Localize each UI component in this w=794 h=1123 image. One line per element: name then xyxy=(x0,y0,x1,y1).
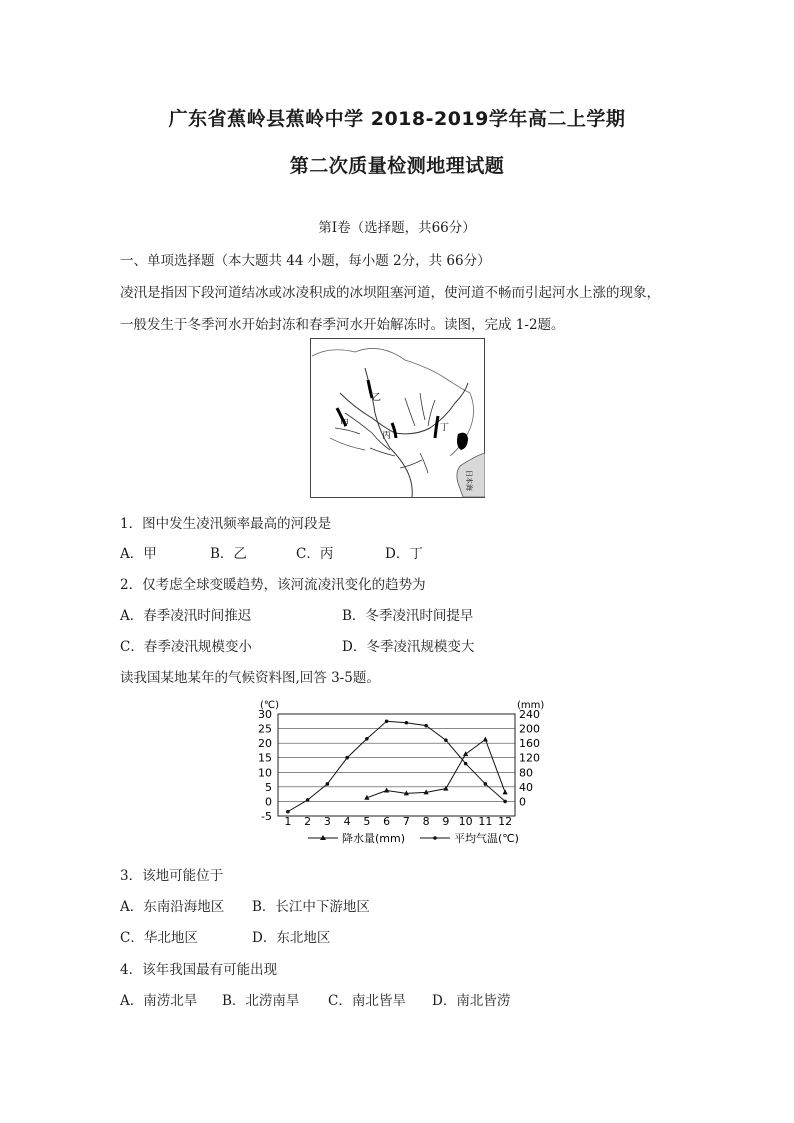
x-tick-label: 1 xyxy=(284,815,292,828)
q1-option-c[interactable]: C．丙 xyxy=(296,546,334,562)
right-tick-label: 40 xyxy=(519,780,533,794)
precip-point xyxy=(463,751,468,756)
left-tick-label: 5 xyxy=(265,780,272,794)
plot-frame xyxy=(278,714,515,816)
q1-option-d[interactable]: D．丁 xyxy=(385,546,423,562)
x-tick-label: 7 xyxy=(402,815,410,828)
right-tick-label: 240 xyxy=(519,708,540,721)
label-ding: 丁 xyxy=(440,423,450,433)
left-tick-label: 25 xyxy=(258,722,272,736)
right-tick-label: 160 xyxy=(519,737,540,751)
left-tick-label: 0 xyxy=(265,795,272,809)
temp-point xyxy=(286,810,290,814)
right-unit-label: (mm) xyxy=(517,700,545,711)
q2-stem: 2．仅考虑全球变暖趋势，该河流凌汛变化的趋势为 xyxy=(120,577,426,593)
left-tick-label: -5 xyxy=(261,810,272,823)
q4-option-a[interactable]: A．南涝北旱 xyxy=(120,993,198,1009)
page-subtitle: 第二次质量检测地理试题 xyxy=(289,155,505,177)
x-tick-label: 8 xyxy=(422,815,430,828)
temp-point xyxy=(365,737,369,741)
temp-point xyxy=(444,738,448,742)
label-yi: 乙 xyxy=(372,393,382,403)
label-sea: 日本海 xyxy=(465,470,473,491)
temp-point xyxy=(484,782,488,786)
x-tick-label: 5 xyxy=(363,815,371,828)
x-tick-label: 11 xyxy=(478,815,493,828)
q2-option-b[interactable]: B．冬季凌汛时间提早 xyxy=(342,608,474,624)
x-tick-label: 9 xyxy=(442,815,450,828)
q1-option-b[interactable]: B．乙 xyxy=(210,546,247,562)
q2-option-a[interactable]: A．春季凌汛时间推迟 xyxy=(120,608,252,624)
volume-heading: 第Ⅰ卷（选择题，共66分） xyxy=(318,220,476,236)
right-tick-label: 200 xyxy=(519,722,540,736)
left-unit-label: (℃) xyxy=(260,700,280,711)
x-tick-label: 12 xyxy=(498,815,513,828)
legend-temp-marker xyxy=(433,836,437,840)
x-tick-label: 6 xyxy=(383,815,391,828)
label-jia: 甲 xyxy=(340,419,350,429)
q4-option-d[interactable]: D．南北皆涝 xyxy=(432,993,511,1009)
temp-point xyxy=(424,724,428,728)
q1-stem: 1．图中发生凌汛频率最高的河段是 xyxy=(120,516,332,532)
q2-option-c[interactable]: C．春季凌汛规模变小 xyxy=(120,639,252,655)
river-map xyxy=(310,338,485,498)
q4-option-b[interactable]: B．北涝南旱 xyxy=(222,993,300,1009)
temp-point xyxy=(405,721,409,725)
temp-point xyxy=(464,762,468,766)
page-title: 广东省蕉岭县蕉岭中学 2018-2019学年高二上学期 xyxy=(168,108,626,130)
legend-precip-label: 降水量(mm) xyxy=(342,832,406,845)
x-tick-label: 2 xyxy=(304,815,312,828)
precip-point xyxy=(483,737,488,742)
precip-point xyxy=(384,788,389,793)
label-bing: 丙 xyxy=(382,431,392,441)
q4-stem: 4．该年我国最有可能出现 xyxy=(120,962,278,978)
q3-option-c[interactable]: C．华北地区 xyxy=(120,930,198,946)
right-tick-label: 120 xyxy=(519,751,540,765)
right-tick-label: 0 xyxy=(519,795,526,809)
climate-chart xyxy=(250,692,550,852)
temp-point xyxy=(345,756,349,760)
q3-stem: 3．该地可能位于 xyxy=(120,868,224,884)
left-tick-label: 30 xyxy=(258,708,272,721)
series-line-1 xyxy=(288,721,505,811)
left-tick-label: 15 xyxy=(258,751,272,765)
q3-option-b[interactable]: B．长江中下游地区 xyxy=(252,899,370,915)
temp-point xyxy=(503,800,507,804)
q3-option-a[interactable]: A．东南沿海地区 xyxy=(120,899,225,915)
left-tick-label: 20 xyxy=(258,737,272,751)
right-tick-label: 80 xyxy=(519,766,533,780)
temp-point xyxy=(306,798,310,802)
intro-line-1: 凌汛是指因下段河道结冰或冰凌积成的冰坝阻塞河道，使河道不畅而引起河水上涨的现象， xyxy=(120,285,660,301)
left-tick-label: 10 xyxy=(258,766,272,780)
intro-line-2: 一般发生于冬季河水开始封冻和春季河水开始解冻时。读图，完成 1-2题。 xyxy=(120,317,565,333)
series-line-0 xyxy=(367,740,505,798)
legend-temp-label: 平均气温(℃) xyxy=(454,832,519,845)
part-heading: 一、单项选择题（本大题共 44 小题，每小题 2分，共 66分） xyxy=(120,253,491,269)
q2-option-d[interactable]: D．冬季凌汛规模变大 xyxy=(342,639,475,655)
temp-point xyxy=(326,782,330,786)
q4-option-c[interactable]: C．南北皆旱 xyxy=(328,993,406,1009)
temp-point xyxy=(385,719,389,723)
precip-point xyxy=(503,789,508,794)
x-tick-label: 10 xyxy=(458,815,473,828)
x-tick-label: 3 xyxy=(323,815,331,828)
chart-intro: 读我国某地某年的气候资料图,回答 3-5题。 xyxy=(120,670,380,686)
x-tick-label: 4 xyxy=(343,815,351,828)
q3-option-d[interactable]: D．东北地区 xyxy=(252,930,331,946)
q1-option-a[interactable]: A．甲 xyxy=(120,546,157,562)
